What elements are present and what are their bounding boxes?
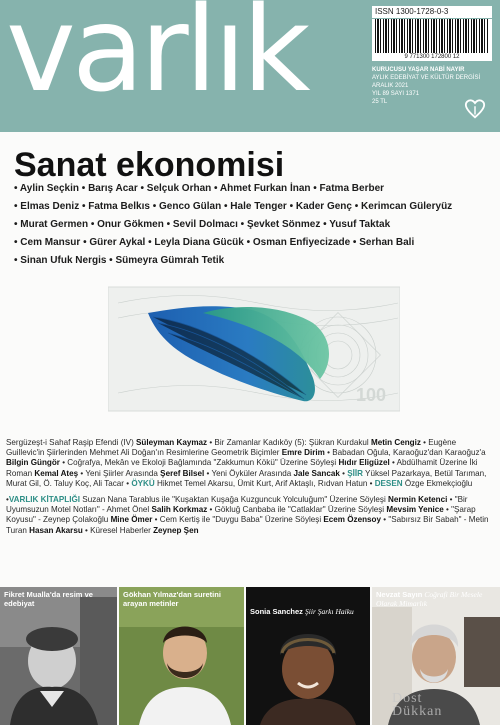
barcode-icon [372, 19, 492, 53]
contents-text: • Küresel Haberler [82, 525, 154, 535]
contents-text: • [339, 468, 348, 478]
contributor-name: Bilgin Güngör [6, 458, 60, 468]
section-label: ÖYKÜ [131, 478, 155, 488]
contents-text: • Coğrafya, Mekân ve Ekoloji Bağlamında "Zakkumun Kökü" Üzerine Söyleşi [59, 458, 339, 468]
contents-paragraph [6, 438, 496, 489]
contributor-name: Şeref Bilsel [160, 468, 205, 478]
info-line: AYLIK EDEBİYAT VE KÜLTÜR DERGİSİ [372, 75, 481, 81]
author-list [14, 182, 488, 272]
author-line: • Sinan Ufuk Nergis • Sümeyra Gümrah Tetik [14, 255, 225, 266]
info-line: 25 TL [372, 99, 388, 105]
contents-text: • Abdülhamit Üzerine İki Roman [6, 458, 478, 478]
contents-text: Yüksel Pazarkaya, Betül Tarıman, Murat Gil, Ö. Taluy Koç, Ali Tacar • [6, 468, 487, 488]
contents-text: • Yeni Şiirler Arasında [78, 468, 161, 478]
section-label: DESEN [374, 478, 403, 488]
contributor-name: Hıdır Eligüzel [338, 458, 390, 468]
banknote-artwork [108, 283, 400, 428]
author-line: • Aylin Seçkin • Barış Acar • Selçuk Orhan • Ahmet Furkan İnan • Fatma Berber [14, 183, 385, 194]
contents-list [6, 438, 496, 542]
photo-caption: Fikret Mualla'da resim ve edebiyat [4, 590, 93, 608]
contributor-name: Nermin Ketenci [388, 495, 448, 505]
contents-text: Suzan Nana Tarablus ile "Kuşaktan Kuşağa Kuzguncuk Yolculuğum" Üzerine Söyleşi [80, 495, 388, 505]
masthead [0, 0, 500, 132]
contributor-name: Zeynep Şen [153, 525, 199, 535]
issn-label: ISSN 1300-1728-0-3 [372, 6, 492, 18]
contents-text: • [6, 495, 9, 505]
photo-fikret-mualla [0, 587, 117, 725]
contributor-name: Jale Sancak [293, 468, 340, 478]
contents-text: • Yeni Öyküler Arasında [204, 468, 294, 478]
info-line: YIL 89 SAYI 1371 [372, 91, 420, 97]
info-line: ARALIK 2021 [372, 83, 409, 89]
section-label: ŞİİR [347, 468, 363, 478]
caption-name: Nevzat Sayın [376, 590, 423, 599]
contents-text: Hikmet Temel Akarsu, Ümit Kurt, Arif Aktaşlı, Rıdvan Hatun • [154, 478, 375, 488]
photo-gokhan-yilmaz [119, 587, 244, 725]
section-label: VARLIK KİTAPLIĞI [8, 495, 81, 505]
photo-caption [376, 590, 498, 608]
contributor-name: Hasan Akarsu [29, 525, 83, 535]
barcode-number: 9 771300 172800 12 [372, 53, 492, 61]
heart-icon [464, 98, 486, 120]
caption-name: Sonia Sanchez [250, 607, 303, 616]
contributor-name: Salih Korkmaz [151, 505, 208, 515]
contents-text: • Eugène Guillevic'in Şiirlerinden Mehmet Ali Doğan'ın Resimlerine Geometrik Biçimler [6, 438, 457, 458]
contributor-name: Ecem Özensoy [323, 515, 381, 525]
contents-text: • Bir Zamanlar Kadıköy (5): Şükran Kurdakul [207, 438, 371, 447]
watermark-line: Dükkan [392, 704, 443, 719]
contributor-name: Metin Cengiz [370, 438, 421, 447]
caption-subtitle: Şiir Şarkı Haiku [305, 607, 354, 616]
contents-text: Sergüzeşt-i Sahaf Raşip Efendi (IV) [6, 438, 137, 447]
contents-text: • "Bir Uyumsuzun Motel Notları" - Ahmet Önel [6, 495, 468, 515]
watermark [392, 692, 442, 718]
contributor-name: Mevsim Yenice [386, 505, 444, 515]
author-line: • Elmas Deniz • Fatma Belkıs • Genco Gülan • Hale Tenger • Kader Genç • Kerimcan Güleryüz [14, 201, 453, 212]
photo-caption [250, 607, 354, 616]
contributor-name: Kemal Ateş [34, 468, 79, 478]
contents-text: • Cem Kertiş ile "Duygu Baba" Üzerine Söyleşi [152, 515, 324, 525]
contents-text: • "Şarap Koyusu" - Zeynep Çolakoğlu [6, 505, 476, 525]
author-line: • Cem Mansur • Gürer Aykal • Leyla Diana Gücük • Osman Enfiyecizade • Serhan Bali [14, 237, 415, 248]
contents-text: • Babadan Oğula, Karaoğuz'dan Karaoğuz'a [324, 448, 486, 458]
watermark-line: Dost [392, 691, 423, 706]
contributor-name: Emre Dirim [281, 448, 325, 458]
svg-text:100: 100 [356, 385, 387, 405]
photo-caption: Gökhan Yılmaz'dan suretini arayan metinler [123, 590, 221, 608]
contents-paragraph [6, 495, 496, 536]
info-line: KURUCUSU YAŞAR NABİ NAYIR [372, 67, 465, 73]
contents-text: • Gökluğ Canbaba ile "Catlaklar" Üzerine Söyleşi [207, 505, 387, 515]
contents-text: Özge Ekmekçioğlu [402, 478, 473, 488]
author-line: • Murat Germen • Onur Gökmen • Sevil Dolmacı • Şevket Sönmez • Yusuf Taktak [14, 219, 391, 230]
contents-text: • "Sabırsız Bir Sabah" - Metin Turan [6, 515, 489, 535]
photo-sonia-sanchez [246, 587, 370, 725]
contributor-name: Süleyman Kaymaz [136, 438, 208, 447]
caption-subtitle: Coğrafi Bir Mesele Olarak Mimarlık [376, 590, 483, 608]
contributor-name: Mine Ömer [110, 515, 153, 525]
cover-headline: Sanat ekonomisi [14, 146, 285, 184]
magazine-logo: varlık [6, 0, 307, 118]
